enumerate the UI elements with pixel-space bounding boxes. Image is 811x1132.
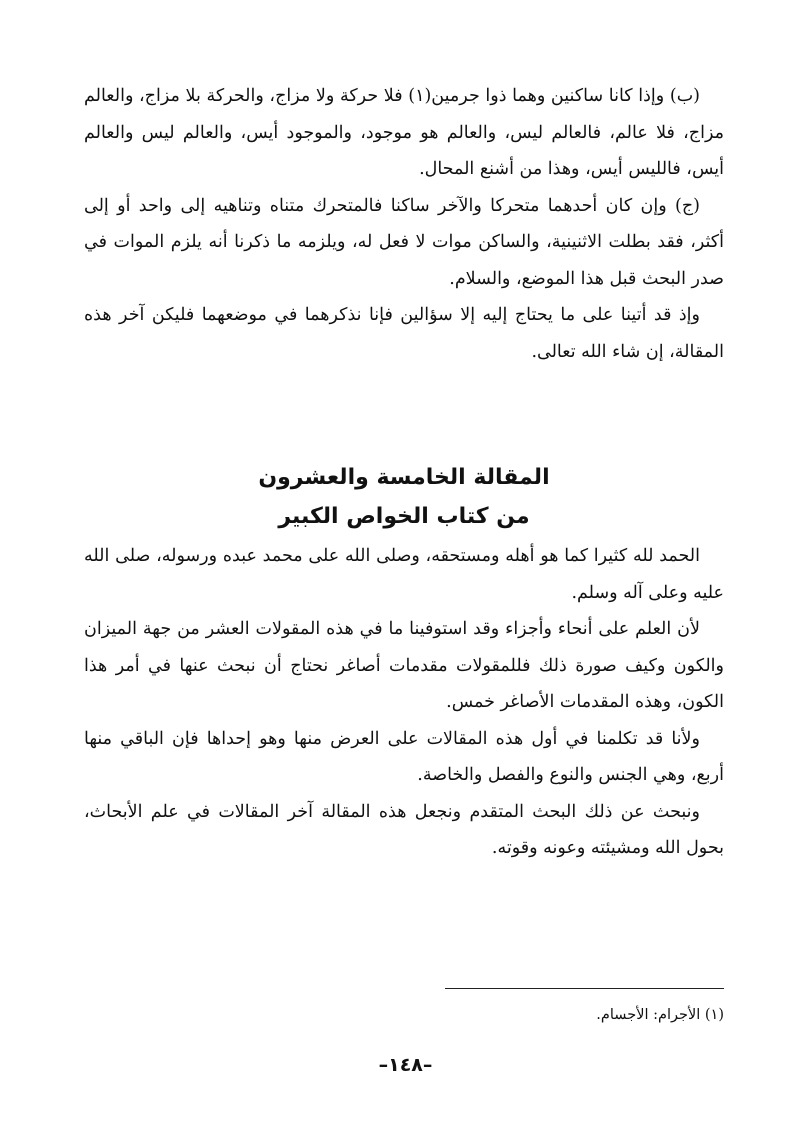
section-j-paragraph: (ج) وإن كان أحدهما متحركا والآخر ساكنا فالمتحرك متناه وتناهيه إلى واحد أو إلى أكثر، فقد بطلت الاثنينية، والساكن موات لا فعل له، ويلزمه ما ذكرنا أنه يلزم الموات في صدر البحث قبل هذا الموضع، والسلام. <box>84 195 724 289</box>
accidents-paragraph: ولأنا قد تكلمنا في أول هذه المقالات على العرض منها وهو إحداها فإن الباقي منها أربع، وهي الجنس والنوع والفصل والخاصة. <box>84 728 724 785</box>
section-b-paragraph: (ب) وإذا كانا ساكنين وهما ذوا جرمين(١) فلا حركة ولا مزاج، والحركة بلا مزاج، والعالم مزاج، فلا عالم، فالعالم ليس، والعالم هو موجود، والموجود أيس، والعالم ليس والعالم أيس، فالليس أيس، وهذا من أشنع المحال. <box>84 86 724 179</box>
chapter-title: المقالة الخامسة والعشرون <box>258 465 550 490</box>
opening-text-block <box>84 78 724 370</box>
page-number: –١٤٨– <box>378 1054 433 1076</box>
chapter-text-block <box>84 538 724 867</box>
praise-paragraph: الحمد لله كثيرا كما هو أهله ومستحقه، وصلى الله على محمد عبده ورسوله، صلى الله عليه وعلى آله وسلم. <box>84 546 724 603</box>
footnote-divider <box>445 988 724 989</box>
footnote: (١) الأجرام: الأجسام. <box>596 1007 724 1023</box>
chapter-subtitle: من كتاب الخواص الكبير <box>278 504 530 529</box>
conclusion-paragraph: ونبحث عن ذلك البحث المتقدم ونجعل هذه المقالة آخر المقالات في علم الأبحاث، بحول الله ومشيئته وعونه وقوته. <box>84 801 724 858</box>
knowledge-paragraph: لأن العلم على أنحاء وأجزاء وقد استوفينا ما في هذه المقولات العشر من جهة الميزان والكون وكيف صورة ذلك فللمقولات مقدمات أصاغر نحتاج أن نبحث عنها في أمر هذا الكون، وهذه المقدمات الأصاغر خمس. <box>84 619 724 712</box>
closing-paragraph: وإذ قد أتينا على ما يحتاج إليه إلا سؤالين فإنا نذكرهما في موضعهما فليكن آخر هذه المقالة، إن شاء الله تعالى. <box>84 305 724 362</box>
